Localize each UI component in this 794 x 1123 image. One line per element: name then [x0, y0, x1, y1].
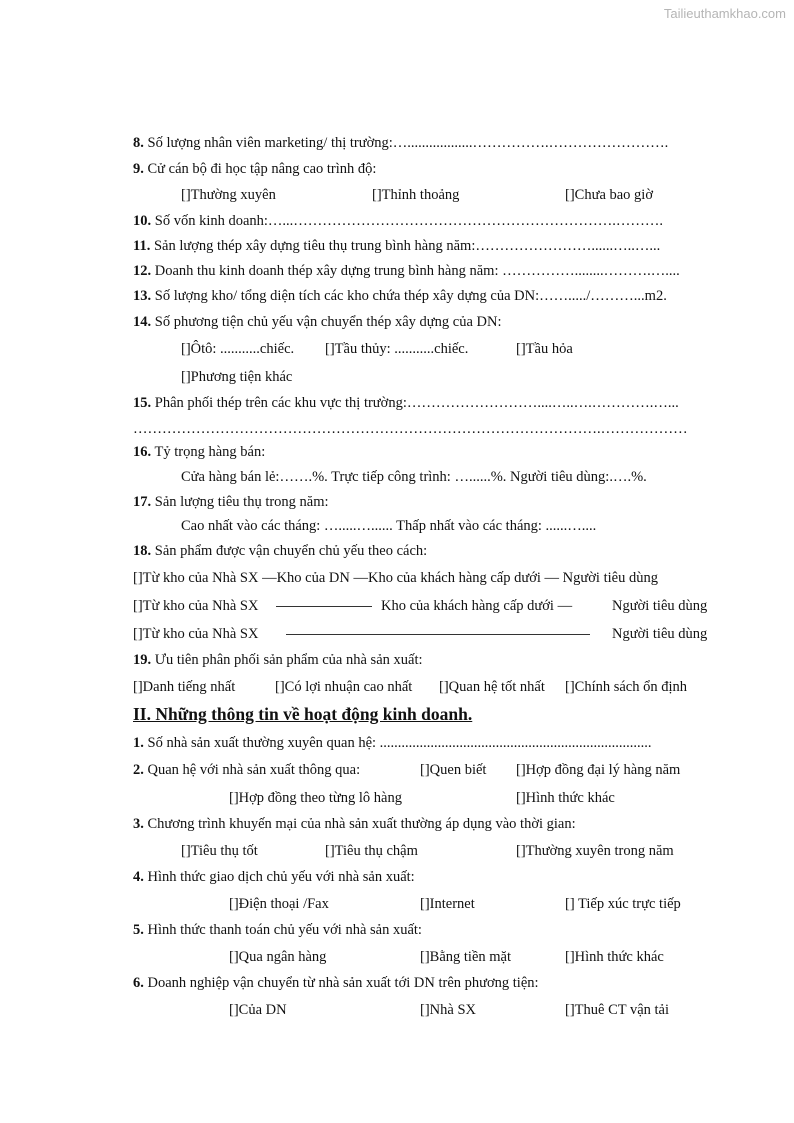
question-text: Chương trình khuyến mại của nhà sản xuất thường áp dụng vào thời gian: [147, 816, 576, 832]
question-9 [133, 160, 376, 178]
question-text: Số lượng nhân viên marketing/ thị trường:…..................…………….……………………. [147, 135, 669, 151]
option-oto[interactable]: []Ôtô: ...........chiếc. [181, 341, 295, 357]
question-text: Doanh thu kinh doanh thép xây dựng trung bình hàng năm: ……………........……….….... [154, 263, 680, 279]
question-13 [133, 287, 667, 305]
channel-option-1[interactable]: []Từ kho của Nhà SX —Kho của DN —Kho của khách hàng cấp dưới — Người tiêu dùng [133, 570, 658, 586]
question-text: Số phương tiện chủ yếu vận chuyển thép xây dựng của DN: [154, 314, 502, 330]
option-checkbox[interactable]: []Hợp đồng đại lý hàng năm [516, 762, 681, 778]
question-text: Ưu tiên phân phối sản phẩm của nhà sản xuất: [154, 652, 423, 668]
answer-line[interactable]: …………………………………………………………………………………….……………… [133, 421, 688, 437]
arrow-line [286, 634, 590, 635]
question-number: 3. [133, 816, 144, 832]
option-checkbox[interactable]: []Nhà SX [420, 1002, 476, 1018]
question-number: 16. [133, 444, 152, 460]
question-number: 13. [133, 288, 152, 304]
question-text: Sản lượng thép xây dựng tiêu thụ trung bình hàng năm:……………………......…..…... [153, 238, 661, 254]
question-10 [133, 212, 663, 230]
question-number: 5. [133, 922, 144, 938]
question-8 [133, 134, 668, 152]
channel-option-3[interactable]: []Từ kho của Nhà SX [133, 626, 259, 642]
option-checkbox[interactable]: []Điện thoại /Fax [229, 896, 329, 912]
channel-step: Kho của khách hàng cấp dưới — [381, 598, 573, 614]
sales-months-line[interactable]: Cao nhất vào các tháng: ….....…...... Thấp nhất vào các tháng: ......….... [181, 518, 597, 534]
question-number: 9. [133, 161, 144, 177]
question-number: 12. [133, 263, 152, 279]
question-12 [133, 262, 680, 280]
question-11 [133, 237, 660, 255]
question-number: 18. [133, 543, 152, 559]
section2-question-5 [133, 921, 422, 939]
question-number: 6. [133, 975, 144, 991]
section2-question-2 [133, 761, 360, 779]
option-checkbox[interactable]: []Của DN [229, 1002, 287, 1018]
section2-question-3 [133, 815, 576, 833]
question-number: 15. [133, 395, 152, 411]
option-checkbox[interactable]: []Thuê CT vận tải [565, 1002, 670, 1018]
option-tau-thuy[interactable]: []Tầu thủy: ...........chiếc. [325, 341, 469, 357]
question-text: Hình thức thanh toán chủ yếu với nhà sản xuất: [147, 922, 422, 938]
question-text: Sản lượng tiêu thụ trong năm: [154, 494, 329, 510]
question-text: Sản phẩm được vận chuyển chủ yếu theo cách: [154, 543, 428, 559]
question-text: Số nhà sản xuất thường xuyên quan hệ: ........................................................................... [147, 735, 652, 751]
option-checkbox[interactable]: [] Tiếp xúc trực tiếp [565, 896, 681, 912]
question-text: Số lượng kho/ tổng diện tích các kho chứa thép xây dựng của DN:……...../………...m2. [154, 288, 667, 304]
question-19 [133, 651, 423, 669]
option-phuong-tien-khac[interactable]: []Phương tiện khác [181, 369, 293, 385]
question-18 [133, 542, 427, 560]
question-text: Quan hệ với nhà sản xuất thông qua: [147, 762, 361, 778]
option-checkbox[interactable]: []Danh tiếng nhất [133, 679, 236, 695]
option-tau-hoa[interactable]: []Tầu hỏa [516, 341, 573, 357]
question-number: 8. [133, 135, 144, 151]
question-number: 1. [133, 735, 144, 751]
section2-question-6 [133, 974, 539, 992]
question-number: 19. [133, 652, 152, 668]
option-checkbox[interactable]: []Hình thức khác [565, 949, 664, 965]
option-checkbox[interactable]: []Tiêu thụ chậm [325, 843, 418, 859]
watermark: Tailieuthamkhao.com [663, 6, 786, 21]
question-16 [133, 443, 265, 461]
question-number: 10. [133, 213, 152, 229]
question-text: Hình thức giao dịch chủ yếu với nhà sản xuất: [147, 869, 415, 885]
option-checkbox[interactable]: []Thường xuyên trong năm [516, 843, 674, 859]
option-checkbox[interactable]: []Hợp đồng theo từng lô hàng [229, 790, 402, 806]
question-17 [133, 493, 329, 511]
option-checkbox[interactable]: []Qua ngân hàng [229, 949, 327, 965]
channel-option-2[interactable]: []Từ kho của Nhà SX [133, 598, 259, 614]
option-checkbox[interactable]: []Quen biết [420, 762, 487, 778]
sales-ratio-line[interactable]: Cửa hàng bán lẻ:…….%. Trực tiếp công trình: …......%. Người tiêu dùng:.….%. [181, 469, 647, 485]
arrow-line [276, 606, 372, 607]
section2-question-4 [133, 868, 415, 886]
option-checkbox[interactable]: []Chính sách ổn định [565, 679, 688, 695]
question-number: 2. [133, 762, 144, 778]
channel-end: Người tiêu dùng [612, 598, 708, 614]
question-number: 11. [133, 238, 151, 254]
option-checkbox[interactable]: []Quan hệ tốt nhất [439, 679, 545, 695]
question-14 [133, 313, 502, 331]
option-checkbox[interactable]: []Có lợi nhuận cao nhất [275, 679, 413, 695]
question-number: 14. [133, 314, 152, 330]
option-checkbox[interactable]: []Thường xuyên [181, 187, 276, 203]
option-checkbox[interactable]: []Bằng tiền mặt [420, 949, 512, 965]
option-checkbox[interactable]: []Thỉnh thoảng [372, 187, 460, 203]
section-heading: II. Những thông tin về hoạt động kinh doanh. [133, 704, 473, 724]
section2-question-1 [133, 734, 652, 752]
question-15 [133, 394, 679, 412]
question-text: Số vốn kinh doanh:…...………………………………………………………….………. [154, 213, 664, 229]
question-text: Cử cán bộ đi học tập nâng cao trình độ: [147, 161, 377, 177]
option-checkbox[interactable]: []Internet [420, 896, 475, 912]
option-checkbox[interactable]: []Hình thức khác [516, 790, 615, 806]
channel-end: Người tiêu dùng [612, 626, 708, 642]
question-number: 4. [133, 869, 144, 885]
question-number: 17. [133, 494, 152, 510]
question-text: Doanh nghiệp vận chuyển từ nhà sản xuất tới DN trên phương tiện: [147, 975, 539, 991]
option-checkbox[interactable]: []Chưa bao giờ [565, 187, 654, 203]
question-text: Tỷ trọng hàng bán: [154, 444, 266, 460]
question-text: Phân phối thép trên các khu vực thị trường:………………………....…..….………….…... [154, 395, 679, 411]
option-checkbox[interactable]: []Tiêu thụ tốt [181, 843, 258, 859]
